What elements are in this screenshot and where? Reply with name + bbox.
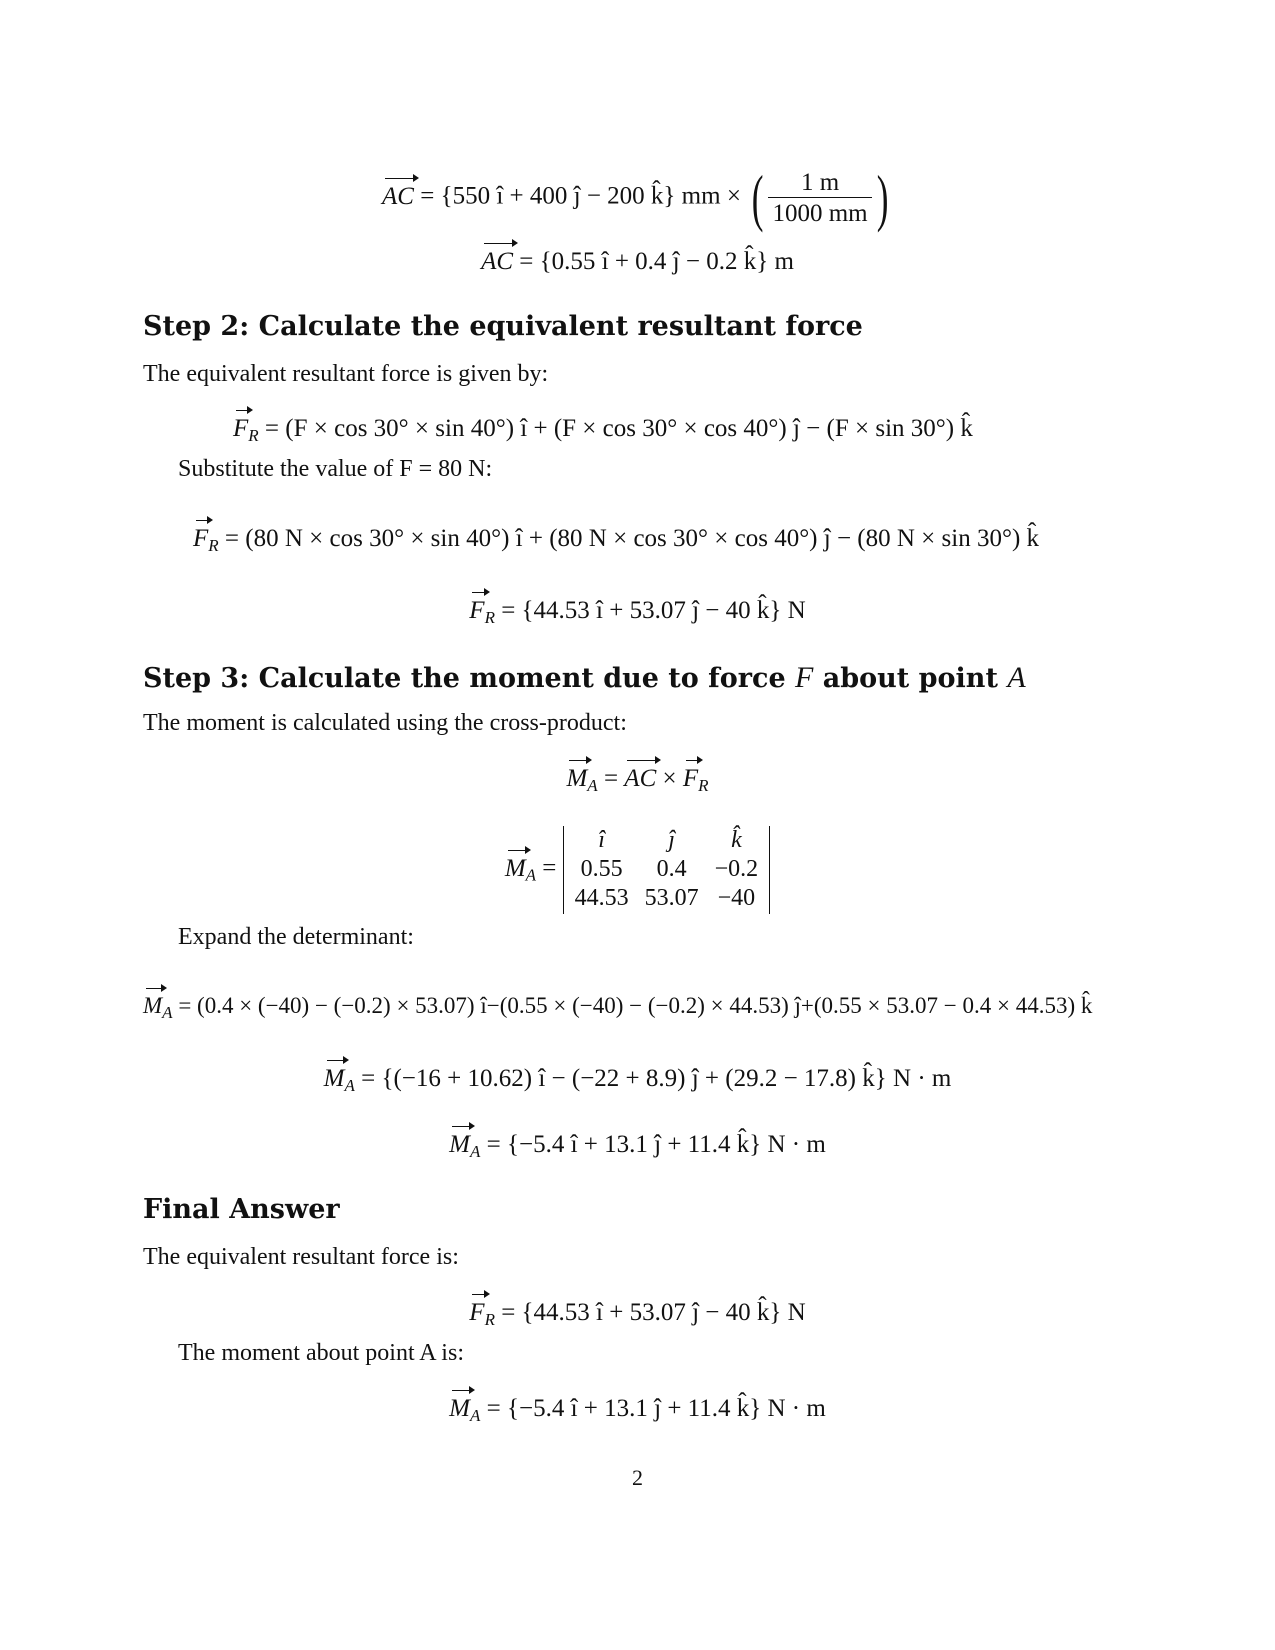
- eq-ac-conversion: [0, 162, 1275, 233]
- right-paren: ): [876, 162, 889, 233]
- vector-f: F: [682, 765, 699, 792]
- subscript-r: R: [484, 608, 495, 627]
- vector-ac: AC: [382, 182, 414, 210]
- final-moment-eq: [0, 1396, 1275, 1424]
- fraction-denominator: 1000 mm: [772, 200, 868, 227]
- eq-ma-simplified: [0, 1066, 1275, 1094]
- left-paren: (: [751, 162, 764, 233]
- step3-heading: [143, 661, 1026, 695]
- subscript-r: R: [484, 1310, 495, 1329]
- matrix-row: [567, 855, 767, 884]
- step2-substitute: Substitute the value of F = 80 N:: [178, 456, 493, 482]
- eq-ma-expanded-rhs: = (0.4 × (−40) − (−0.2) × 53.07) î−(0.55 × (−40) − (−0.2) × 44.53) ĵ+(0.55 × 53.07 − 0.4 × 44.53) k̂: [178, 993, 1093, 1018]
- final-force-eq: [0, 1300, 1275, 1328]
- subscript-a: A: [162, 1003, 173, 1022]
- matrix-cell: −0.2: [714, 856, 759, 883]
- step3-heading-pre: Step 3: Calculate the moment due to force: [143, 663, 786, 694]
- eq-ma-expanded: [143, 994, 1092, 1021]
- eq-ma-result: [0, 1132, 1275, 1160]
- eq-fr-formula: [233, 416, 973, 444]
- matrix-cell: k̂: [731, 827, 742, 853]
- subscript-a: A: [470, 1142, 481, 1161]
- matrix-cell: 0.4: [656, 856, 687, 883]
- eq-ac-conversion-rhs: = {550 î + 400 ĵ − 200 k̂} mm ×: [420, 182, 741, 210]
- step2-heading: Step 2: Calculate the equivalent resultant force: [143, 311, 863, 342]
- vector-m: M: [323, 1065, 345, 1092]
- eq-ac-result-rhs: = {0.55 î + 0.4 ĵ − 0.2 k̂} m: [519, 248, 794, 275]
- eq-ma-simplified-rhs: = {(−16 + 10.62) î − (−22 + 8.9) ĵ + (29.2 − 17.8) k̂} N · m: [361, 1065, 952, 1092]
- vector-f: F: [193, 525, 209, 552]
- subscript-a: A: [470, 1406, 481, 1425]
- step3-expand: Expand the determinant:: [178, 924, 414, 950]
- step3-heading-a: A: [1007, 661, 1026, 694]
- final-force-intro: The equivalent resultant force is:: [143, 1244, 459, 1270]
- vector-m: M: [449, 1395, 470, 1422]
- vector-m: M: [566, 765, 588, 792]
- vector-m: M: [449, 1131, 470, 1158]
- subscript-a: A: [587, 776, 598, 795]
- matrix-cell: ĵ: [668, 827, 675, 853]
- vector-ac: AC: [624, 765, 657, 792]
- matrix-row: [567, 826, 767, 855]
- eq-ac-result: [0, 249, 1275, 274]
- step3-heading-mid: about point: [822, 663, 998, 694]
- subscript-a: A: [525, 865, 537, 885]
- fraction-numerator: 1 m: [768, 170, 871, 198]
- vector-f: F: [233, 415, 249, 442]
- eq-fr-substituted: [193, 526, 1039, 554]
- matrix-cell: −40: [717, 885, 756, 912]
- final-force-eq-rhs: = {44.53 î + 53.07 ĵ − 40 k̂} N: [501, 1299, 806, 1326]
- eq-fr-substituted-rhs: = (80 N × cos 30° × sin 40°) î + (80 N × cos 30° × cos 40°) ĵ − (80 N × sin 30°) k̂: [224, 525, 1040, 552]
- determinant-matrix: [563, 826, 771, 914]
- unit-fraction: [768, 170, 871, 226]
- subscript-a: A: [344, 1076, 355, 1095]
- vector-m: M: [504, 854, 526, 882]
- eq-fr-result-rhs: = {44.53 î + 53.07 ĵ − 40 k̂} N: [501, 597, 806, 624]
- step3-intro: The moment is calculated using the cross-product:: [143, 710, 627, 736]
- matrix-cell: 0.55: [580, 856, 623, 883]
- subscript-r: R: [698, 776, 709, 795]
- vector-f: F: [469, 597, 485, 624]
- eq-fr-result: [0, 598, 1275, 626]
- subscript-r: R: [208, 536, 219, 555]
- final-moment-eq-rhs: = {−5.4 î + 13.1 ĵ + 11.4 k̂} N · m: [486, 1395, 826, 1422]
- eq-determinant: [0, 826, 1275, 914]
- matrix-cell: î: [598, 827, 605, 853]
- page-number: 2: [632, 1465, 643, 1490]
- times-sign: ×: [662, 765, 677, 792]
- step2-intro: The equivalent resultant force is given by:: [143, 361, 549, 387]
- final-moment-intro: The moment about point A is:: [178, 1340, 464, 1366]
- vector-f: F: [469, 1299, 485, 1326]
- step3-heading-f: F: [795, 661, 814, 694]
- matrix-cell: 53.07: [644, 885, 699, 912]
- subscript-r: R: [248, 426, 259, 445]
- equals-sign: =: [542, 854, 557, 882]
- eq-ma-result-rhs: = {−5.4 î + 13.1 ĵ + 11.4 k̂} N · m: [486, 1131, 826, 1158]
- equals-sign: =: [603, 765, 619, 792]
- final-heading: Final Answer: [143, 1194, 340, 1225]
- vector-ac: AC: [481, 248, 514, 275]
- matrix-cell: 44.53: [574, 885, 629, 912]
- eq-cross-product: [0, 766, 1275, 794]
- matrix-row: [567, 884, 767, 913]
- vector-m: M: [143, 993, 163, 1018]
- eq-fr-formula-rhs: = (F × cos 30° × sin 40°) î + (F × cos 30° × cos 40°) ĵ − (F × sin 30°) k̂: [264, 415, 973, 442]
